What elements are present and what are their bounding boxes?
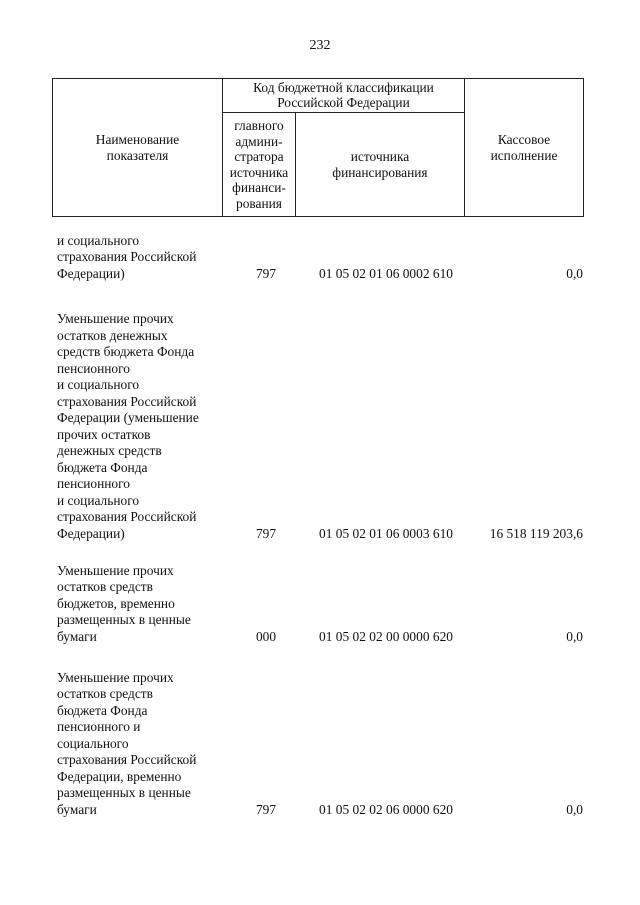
header-amount-column: Кассовое исполнение — [490, 132, 558, 163]
row-source-code: 01 05 02 01 06 0003 610 — [319, 525, 453, 541]
row-name: Уменьшение прочих остатков средств бюджетов, временно размещенных в ценные бумаги — [57, 562, 191, 644]
header-code-group: Код бюджетной классификации Российской Федерации — [253, 79, 434, 110]
header-right-border — [583, 78, 584, 217]
row-source-code: 01 05 02 02 06 0000 620 — [319, 801, 453, 817]
row-source-code: 01 05 02 01 06 0002 610 — [319, 265, 453, 281]
table-header — [52, 78, 584, 217]
row-admin-code: 797 — [255, 265, 277, 281]
row-name: Уменьшение прочих остатков денежных средств бюджета Фонда пенсионного и социального страхования Российской Федерации (уменьшение прочих остатков денежных средств бюджета Фонда пенсионного и социального страхования Российской Федерации) — [57, 311, 199, 541]
row-amount: 0,0 — [566, 265, 583, 281]
row-amount: 16 518 119 203,6 — [489, 525, 583, 541]
table-row — [57, 302, 585, 542]
row-amount: 0,0 — [566, 801, 583, 817]
row-source-code: 01 05 02 02 00 0000 620 — [319, 628, 453, 644]
header-admin-column: главного админи- стратора источника финанси- рования — [229, 118, 289, 211]
page-number: 232 — [309, 38, 331, 53]
row-name: Уменьшение прочих остатков средств бюджета Фонда пенсионного и социального страхования Российской Федерации, временно размещенных в ценные бумаги — [57, 669, 197, 817]
row-amount: 0,0 — [566, 628, 583, 644]
header-source-column: источника финансирования — [332, 149, 428, 180]
row-admin-code: 797 — [255, 801, 277, 817]
table-row — [57, 560, 585, 645]
row-admin-code: 000 — [255, 628, 277, 644]
row-admin-code: 797 — [255, 525, 277, 541]
table-row — [57, 664, 585, 818]
row-name: и социального страхования Российской Федерации) — [57, 232, 197, 281]
table-row — [57, 230, 585, 282]
header-name-column: Наименование показателя — [95, 132, 180, 163]
